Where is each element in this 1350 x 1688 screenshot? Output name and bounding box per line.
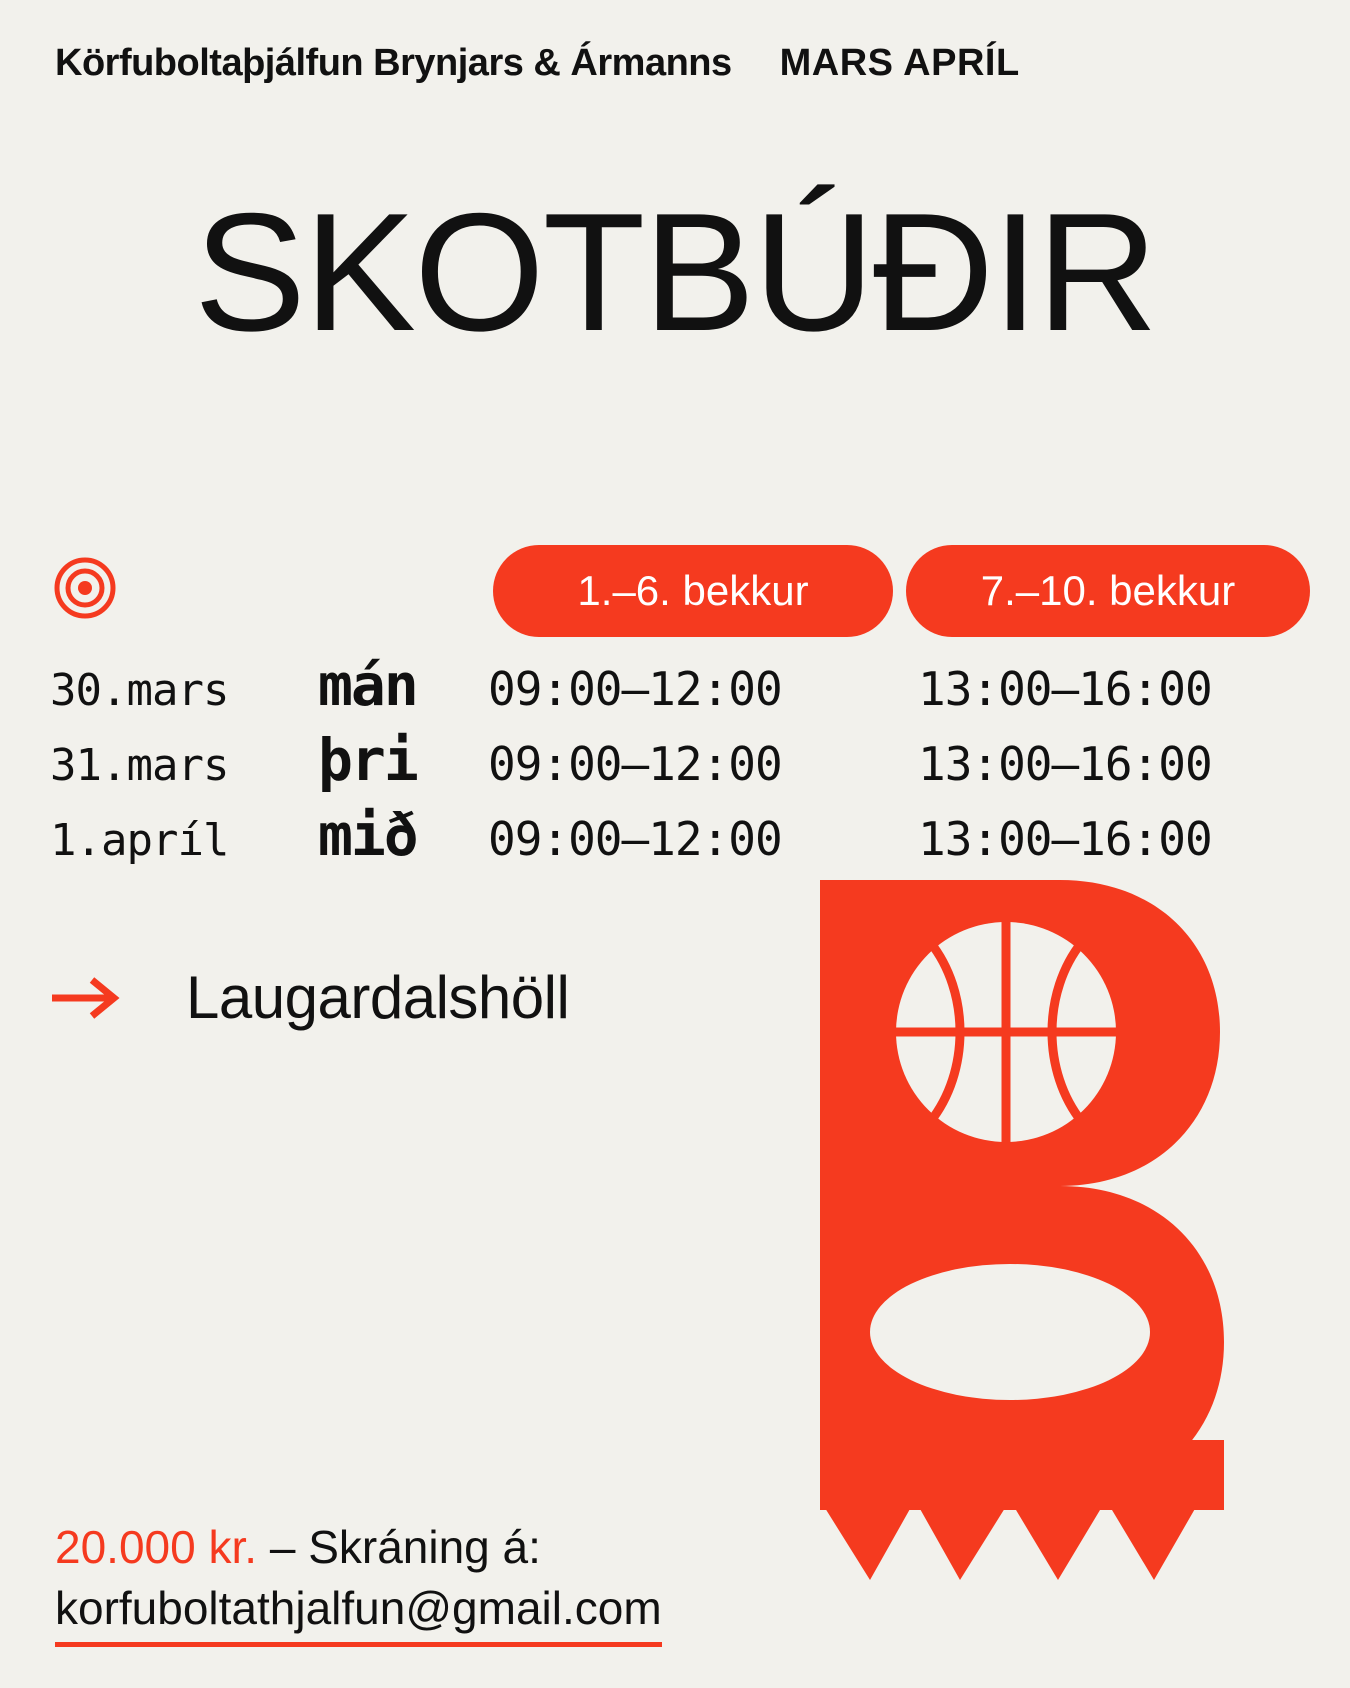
schedule-header-row [50, 545, 1310, 641]
row-day: mið [318, 801, 417, 869]
schedule-rows [50, 651, 1310, 876]
venue [50, 963, 569, 1032]
row-time-group1: 09:00–12:00 [488, 737, 782, 791]
basketball-b-logo [810, 880, 1230, 1580]
table-row [50, 726, 1310, 801]
table-row [50, 651, 1310, 726]
target-icon [54, 557, 116, 619]
arrow-right-icon [50, 974, 122, 1022]
footer [55, 1520, 855, 1647]
header [55, 42, 1310, 85]
group-badge-1: 1.–6. bekkur [493, 545, 893, 637]
row-time-group2: 13:00–16:00 [918, 737, 1212, 791]
price-line [55, 1520, 855, 1575]
row-day: mán [318, 651, 417, 719]
schedule [50, 545, 1310, 876]
row-date: 31.mars [50, 740, 229, 791]
organizer-title: Körfuboltaþjálfun Brynjars & Ármanns [55, 42, 732, 84]
page-title: SKOTBÚÐIR [193, 178, 1157, 366]
row-date: 30.mars [50, 665, 229, 716]
row-time-group2: 13:00–16:00 [918, 812, 1212, 866]
contact-email[interactable]: korfuboltathjalfun@gmail.com [55, 1581, 662, 1647]
registration-label: – Skráning á: [257, 1521, 541, 1573]
month-range: MARS APRÍL [779, 42, 1020, 84]
row-date: 1.apríl [50, 815, 229, 866]
price: 20.000 kr. [55, 1521, 258, 1573]
venue-name: Laugardalshöll [186, 964, 570, 1031]
row-time-group1: 09:00–12:00 [488, 662, 782, 716]
group-badge-2: 7.–10. bekkur [906, 545, 1310, 637]
row-time-group2: 13:00–16:00 [918, 662, 1212, 716]
row-time-group1: 09:00–12:00 [488, 812, 782, 866]
row-day: þri [318, 726, 417, 794]
table-row [50, 801, 1310, 876]
